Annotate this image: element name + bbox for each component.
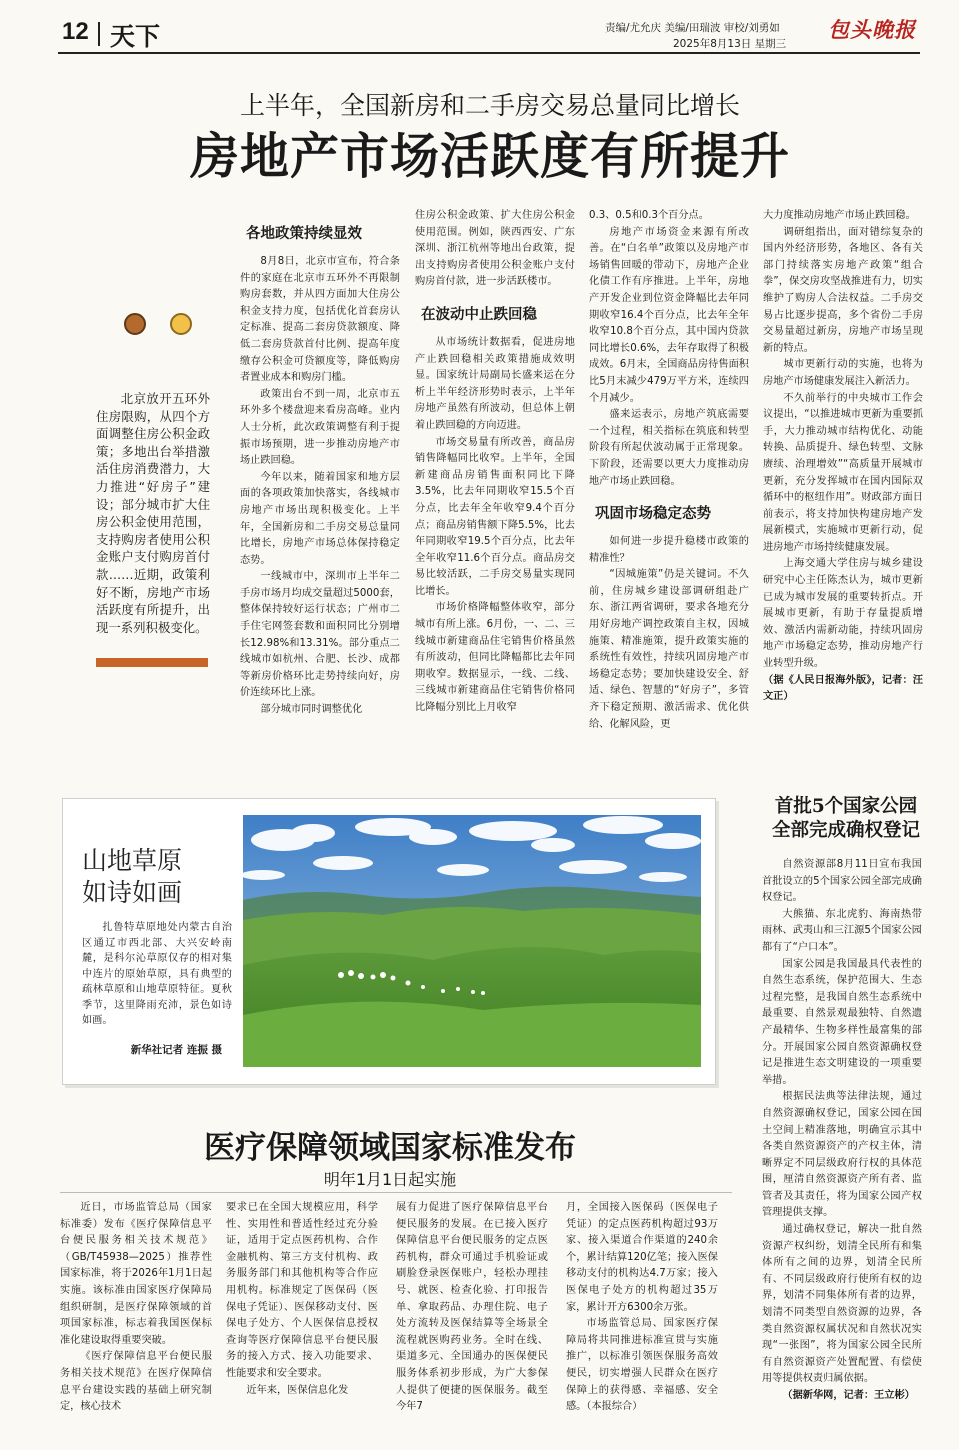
article1-source: （据《人民日报海外版》，记者：汪文正） — [763, 674, 923, 703]
article1-lead: 北京放开五环外住房限购，从四个方面调整住房公积金政策；多地出台举措激活住房消费潜力，大力推进“好房子”建设；部分城市扩大住房公积金使用范围，支持购房者使用公积金账户支付购房首付款……近期，政策利好不断，房地产市场活跃度有所提升，出现一系列积极变化。 — [96, 391, 210, 635]
section-heading: 在波动中止跌回稳 — [421, 306, 537, 323]
article3-column-4 — [566, 1200, 718, 1416]
paragraph: 展有力促进了医疗保障信息平台便民服务的发展。在已接入医疗保障信息平台便民服务的定点医药机构，群众可通过手机验证或刷脸登录医保账户，轻松办理挂号、就医、检查化验、打印报告单、拿取药品、办理住院、电子处方流转及医保结算等全场景全流程就医购药业务。全时在线、渠道多元、全国通办的医保便民服务体系初步形成，为广大参保人提供了便捷的医保服务。截至今年7 — [396, 1202, 548, 1413]
paragraph: 上海交通大学住房与城乡建设研究中心主任陈杰认为，城市更新已成为城市发展的重要转折点。开展城市更新，有助于存量提质增效、激活内需新动能，持续巩固房地产市场稳定态势，推动房地产行业转型升级。 — [763, 558, 923, 670]
photo-credit: 新华社记者 连振 摄 — [130, 1044, 222, 1056]
paragraph: 部分城市同时调整优化 — [260, 704, 363, 716]
article1-column-3 — [589, 208, 749, 733]
paragraph: 调研组指出，面对错综复杂的国内外经济形势，各地区、各有关部门持续落实房地产政策“组合拳”，保交房攻坚战推进有力，切实维护了购房人合法权益。二手房交易占比逐步提高，多个省份二手房交易量超过新房，房地产市场呈现新的特点。 — [763, 226, 923, 354]
paragraph: 国家公园是我国最具代表性的自然生态系统，保护范围大、生态过程完整，是我国自然生态系统中最重要、自然景观最独特、自然遗产最精华、生物多样性最富集的部分。开展国家公园自然资源确权登记是推进生态文明建设的一项重要举措。 — [762, 958, 922, 1086]
article3-column-2 — [226, 1200, 378, 1399]
paragraph: 城市更新行动的实施，也将为房地产市场健康发展注入新活力。 — [763, 359, 923, 387]
lead-accent-bar — [96, 658, 208, 667]
paragraph: 通过确权登记，解决一批自然资源产权纠纷，划清全民所有和集体所有之间的边界，划清全民所有、不同层级政府行使所有权的边界，划清不同集体所有者的边界，划清不同类型自然资源的边界，各类自然资源权属状况和自然状况实现“一张图”，将为国家公园全民所有自然资源资产处置配置、有偿使用等提供权责归属依据。 — [762, 1224, 922, 1385]
paragraph: 8月8日，北京市宣布，符合条件的家庭在北京市五环外不再限制购房套数，并从四方面加大住房公积金支持力度，包括优化首套房认定标准、提高二套房贷款额度、降低二套房贷款首付比例、提高年度缴存公积金可贷额度等，降低购房者置业成本和购房门槛。 — [240, 256, 400, 384]
paragraph: 市场交易量有所改善，商品房销售降幅同比收窄。上半年，全国新建商品房销售面积同比下降3.5%，比去年同期收窄15.5个百分点，比去年全年收窄9.4个百分点；商品房销售额下降5.5%，比去年同期收窄19.5个百分点，比去年全年收窄11.6个百分点。商品房交易比较活跃，二手房交易量实现同比增长。 — [415, 436, 575, 597]
section-heading: 各地政策持续显效 — [246, 226, 362, 242]
article1-col3a-text — [589, 208, 749, 490]
article1-column-4 — [763, 208, 923, 706]
paragraph: 大熊猫、东北虎豹、海南热带雨林、武夷山和三江源5个国家公园都有了“户口本”。 — [762, 908, 922, 953]
article3-column-1 — [60, 1200, 212, 1416]
section-name: 天下 — [110, 22, 161, 51]
article1-col1-text — [240, 254, 400, 719]
decorative-dots — [124, 313, 216, 339]
paragraph: 市场价格降幅整体收窄，部分城市有所上涨。6月份，一、二、三线城市新建商品住宅销售价格虽然有所波动，但同比降幅都比去年同期收窄。数据显示，一线、二线、三线城市新建商品住宅销售价格同比降幅分别比上月收窄 — [415, 602, 575, 714]
paragraph: 根据民法典等法律法规，通过自然资源确权登记，国家公园在国土空间上精准落地，明确宣示其中各类自然资源资产的产权主体，清晰界定不同层级政府行权的具体范围，厘清自然资源资产所有者、监管者及其责任，将为国家公园产权管理提供支撑。 — [762, 1091, 922, 1219]
yellow-dot-icon — [170, 313, 192, 335]
section-heading: 巩固市场稳定态势 — [595, 506, 711, 523]
article3-rule — [60, 1192, 732, 1193]
paragraph: 大力度推动房地产市场止跌回稳。 — [763, 210, 916, 221]
article1-col3b-text — [589, 534, 749, 733]
article2-headline-line-2: 全部完成确权登记 — [771, 820, 920, 841]
brown-dot-icon — [124, 313, 146, 335]
article1-column-1 — [240, 218, 400, 719]
article2-source: （据新华网，记者：王立彬） — [782, 1390, 915, 1401]
article2-headline — [742, 795, 950, 843]
paragraph: 政策出台不到一周，北京市五环外多个楼盘迎来看房高峰。业内人士分析，此次政策调整有利于提振市场预期，进一步推动房地产市场止跌回稳。 — [240, 388, 400, 467]
editors-line: 责编/尤允庆 美编/田瑞波 审校/刘勇如 — [605, 22, 780, 34]
article2-body — [762, 857, 922, 1405]
paragraph: 一线城市中，深圳市上半年二手房市场月均成交量超过5000套，整体保持较好运行状态；广州市二手住宅网签套数和面积同比分别增长12.98%和13.31%。部分重点二线城市如杭州、合肥、长沙、成都等新房价格环比走势持续向好，房价连续环比上涨。 — [240, 571, 400, 699]
article3-subheadline: 明年1月1日起实施 — [323, 1170, 457, 1189]
article3-headline: 医疗保障领域国家标准发布 — [204, 1130, 576, 1166]
photo-title-line-1: 山地草原 — [82, 846, 183, 875]
paragraph: 要求已在全国大规模应用，科学性、实用性和普适性经过充分验证，适用于定点医药机构、合作金融机构、第三方支付机构、政务服务部门和其他机构等合作应用机构。标准规定了医保码（医保电子凭证）、医保移动支付、医保电子处方、个人医保信息授权查询等医疗保障信息平台便民服务的接入方式、接入功能要求、性能要求和安全要求。 — [226, 1202, 378, 1379]
article2-headline-line-1: 首批5个国家公园 — [774, 796, 918, 817]
paragraph: 月，全国接入医保码（医保电子凭证）的定点医药机构超过93万家、接入渠道合作渠道的240余个，累计结算120亿笔；接入医保移动支付的机构达4.7万家；接入医保电子处方的机构超过35万家，累计开方6300余万张。 — [566, 1202, 718, 1313]
paragraph: “因城施策”仍是关键词。不久前，住房城乡建设部调研组赴广东、浙江两省调研，要求各地充分用好房地产调控政策自主权，因城施策、精准施策，提升政策实施的系统性有效性，持续巩固房地产市场稳定态势；要加快建设安全、舒适、绿色、智慧的“好房子”，多管齐下稳定预期、激活需求、优化供给、化解风险，更 — [589, 569, 749, 730]
paragraph: 住房公积金政策、扩大住房公积金使用范围。例如，陕西西安、广东深圳、浙江杭州等地出台政策，提出支持购房者使用公积金账户支付购房首付款，进一步活跃楼市。 — [415, 210, 575, 288]
newspaper-logo: 包头晚报 — [828, 17, 916, 42]
paragraph: 今年以来，随着国家和地方层面的各项政策加快落实，各线城市房地产市场出现积极变化。上半年，全国新房和二手房交易总量同比增长，房地产市场总体保持稳定态势。 — [240, 471, 400, 566]
article1-col2a-text — [415, 208, 575, 291]
page-number: 12 — [62, 18, 89, 45]
article1-col2b-text — [415, 335, 575, 717]
photo-title-line-2: 如诗如画 — [82, 878, 183, 907]
photo-caption: 扎鲁特草原地处内蒙古自治区通辽市西北部、大兴安岭南麓，是科尔沁草原仅存的相对集中连片的原始草原，具有典型的疏林草原和山地草原特征。夏秋季节，这里降雨充沛，景色如诗如画。 — [82, 922, 232, 1026]
article1-column-2 — [415, 208, 575, 717]
article1-col4-text — [763, 208, 923, 706]
paragraph: 市场监管总局、国家医疗保障局将共同推进标准宣贯与实施推广，以标准引领医保服务高效便民，切实增强人民群众在医疗保障上的获得感、幸福感、安全感。（本报综合） — [566, 1318, 718, 1413]
paragraph: 0.3、0.5和0.3个百分点。 — [589, 210, 709, 221]
article1-subheadline: 上半年，全国新房和二手房交易总量同比增长 — [239, 91, 740, 120]
paragraph: 自然资源部8月11日宣布我国首批设立的5个国家公园全部完成确权登记。 — [762, 859, 922, 904]
article3-column-3 — [396, 1200, 548, 1416]
issue-date: 2025年8月13日 星期三 — [673, 38, 787, 50]
paragraph: 盛来运表示，房地产筑底需要一个过程，相关指标在筑底和转型阶段有所起伏波动属于正常现象。下阶段，还需要以更大力度推动房地产市场止跌回稳。 — [589, 409, 749, 487]
paragraph: 房地产市场资金来源有所改善。在“白名单”政策以及房地产市场销售回暖的带动下，房地产企业化债工作有序推进。上半年，房地产开发企业到位资金降幅比去年同期收窄16.4个百分点，比去年全年收窄10.8个百分点，其中国内贷款同比增长0.6%，去年存取得了积极成效。6月末，全国商品房待售面积比5月末减少479万平方米，连续四个月减少。 — [589, 226, 749, 404]
paragraph: 近日，市场监管总局（国家标准委）发布《医疗保障信息平台便民服务相关技术规范》（GB/T45938—2025）推荐性国家标准，将于2026年1月1日起实施。该标准由国家医疗保障局组织研制，是医疗保障领域的首项国家标准，标志着我国医保标准化建设取得重要突破。 — [60, 1202, 212, 1346]
header-separator — [98, 22, 100, 46]
paragraph: 《医疗保障信息平台便民服务相关技术规范》在医疗保障信息平台建设实践的基础上研究制定，核心技术 — [60, 1351, 212, 1413]
paragraph: 不久前举行的中央城市工作会议提出，“以推进城市更新为重要抓手，大力推动城市结构优化、动能转换、品质提升、绿色转型、文脉赓续、治理增效”“高质量开展城市更新，充分发挥城市在国内国际双循环中的枢纽作用”。财政部方面日前表示，将支持加快构建房地产发展新模式，实施城市更新行动，促进房地产市场持续健康发展。 — [763, 392, 923, 553]
header-rule — [58, 52, 920, 54]
photo-title — [82, 845, 232, 909]
article1-headline: 房地产市场活跃度有所提升 — [189, 127, 790, 185]
paragraph: 近年来，医保信息化发 — [246, 1384, 349, 1396]
paragraph: 如何进一步提升稳楼市政策的精准性？ — [589, 536, 749, 564]
paragraph: 从市场统计数据看，促进房地产止跌回稳相关政策措施成效明显。国家统计局副局长盛来运在分析上半年经济形势时表示，上半年房地产虽然有所波动，但总体上朝着止跌回稳的方向迈进。 — [415, 336, 575, 431]
grassland-photo — [243, 815, 701, 1067]
